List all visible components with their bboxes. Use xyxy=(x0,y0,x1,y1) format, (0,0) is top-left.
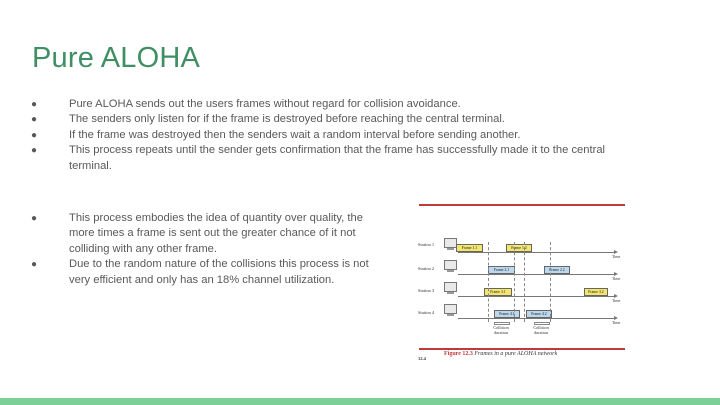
bullet-icon: ● xyxy=(31,129,38,141)
bullet-item xyxy=(31,143,631,174)
frame-box: Frame 1.2 xyxy=(506,244,532,252)
figure-bottom-rule xyxy=(419,348,625,350)
bullet-icon: ● xyxy=(31,99,38,110)
bullet-text: Due to the random nature of the collisions this process is not very efficient and only has an 18% channel utilization. xyxy=(69,258,369,286)
pure-aloha-figure xyxy=(414,198,630,368)
bullet-text: Pure ALOHA sends out the users frames without regard for collision avoidance. xyxy=(69,98,461,110)
computer-icon xyxy=(444,282,457,292)
station-label: Station 2 xyxy=(418,266,435,271)
bullet-text: This process repeats until the sender gets confirmation that the frame has successfully made it to the central terminal. xyxy=(69,144,606,172)
bullet-icon: ● xyxy=(31,114,38,126)
frame-box: Frame 2.1 xyxy=(488,266,515,274)
time-label: Time xyxy=(612,298,621,303)
timeline xyxy=(458,296,614,297)
collision-marker xyxy=(550,242,551,322)
frame-box: Frame 3.2 xyxy=(584,288,608,296)
figure-caption xyxy=(444,351,557,357)
frame-box: Frame 2.2 xyxy=(544,266,570,274)
bullet-item xyxy=(31,128,631,143)
bullet-item xyxy=(31,211,391,257)
bullet-item xyxy=(31,97,631,112)
timeline xyxy=(458,318,614,319)
figure-caption-text: Frames in a pure ALOHA network xyxy=(474,351,558,357)
computer-icon xyxy=(444,260,457,270)
frame-box: Frame 4.2 xyxy=(526,310,552,318)
figure-caption-number: Figure 12.3 xyxy=(444,351,473,357)
bullet-list-main xyxy=(31,97,631,174)
bullet-icon: ● xyxy=(31,259,38,271)
frame-box: Frame 4.1 xyxy=(494,310,520,318)
bottom-accent-bar xyxy=(0,398,720,405)
bullet-item xyxy=(31,112,631,127)
bullet-icon: ● xyxy=(31,213,38,224)
bullet-item xyxy=(31,257,391,288)
collision-marker xyxy=(524,242,525,322)
time-label: Time xyxy=(612,254,621,259)
bullet-text: The senders only listen for if the frame is destroyed before reaching the central terminal. xyxy=(69,113,505,126)
time-label: Time xyxy=(612,320,621,325)
bullet-list-secondary xyxy=(31,211,391,288)
bullet-text: This process embodies the idea of quantity over quality, the more times a frame is sent out the greater chance of it not colliding with any other frame. xyxy=(69,212,363,255)
timeline xyxy=(458,252,614,253)
collision-label: Collision duration xyxy=(533,325,549,335)
figure-number: 12.4 xyxy=(418,356,426,361)
station-label: Station 3 xyxy=(418,288,435,293)
computer-icon xyxy=(444,304,457,314)
bullet-text: If the frame was destroyed then the senders wait a random interval before sending another. xyxy=(69,128,521,141)
time-label: Time xyxy=(612,276,621,281)
station-label: Station 1 xyxy=(418,242,435,247)
collision-marker xyxy=(488,242,489,322)
frame-box: Frame 1.1 xyxy=(456,244,483,252)
station-label: Station 4 xyxy=(418,310,435,315)
slide-title: Pure ALOHA xyxy=(32,42,201,74)
figure-top-rule xyxy=(419,204,625,206)
collision-marker xyxy=(514,242,515,322)
timeline xyxy=(458,274,614,275)
bullet-icon: ● xyxy=(31,145,38,157)
frame-box: Frame 3.1 xyxy=(484,288,512,296)
collision-label: Collision duration xyxy=(493,325,509,335)
